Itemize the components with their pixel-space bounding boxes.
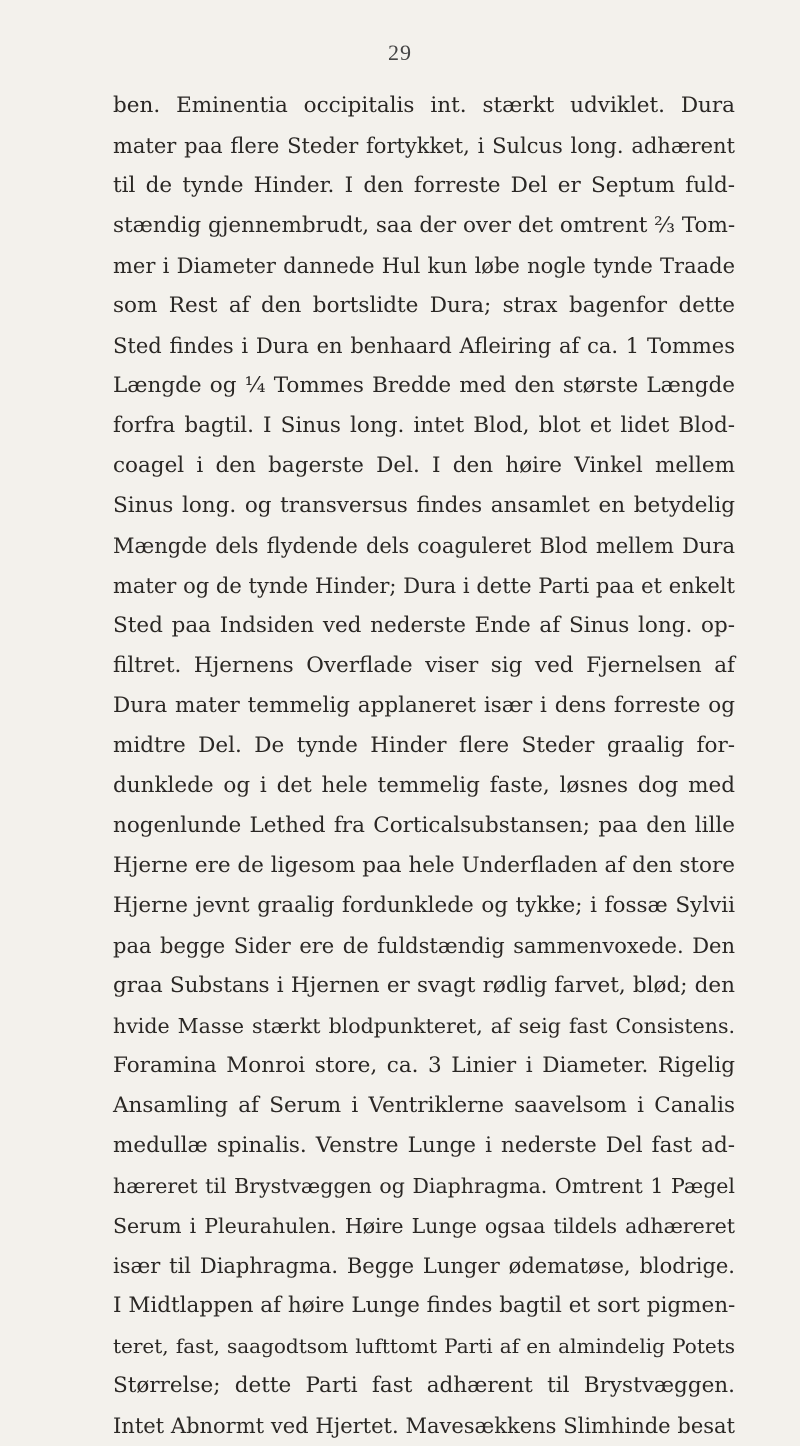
text-line: Hjerne jevnt graalig fordunklede og tykke; i fossæ Sylvii [113,893,735,918]
text-line: Ansamling af Serum i Ventriklerne saavelsom i Canalis [113,1093,735,1118]
text-line: medullæ spinalis. Venstre Lunge i nederste Del fast ad- [113,1133,735,1158]
text-line: stændig gjennembrudt, saa der over det omtrent ⅔ Tom- [113,213,736,238]
text-line: Sted findes i Dura en benhaard Afleiring af ca. 1 Tommes [113,334,735,358]
body-text [113,86,735,1446]
text-line: graa Substans i Hjernen er svagt rødlig farvet, blød; den [113,973,735,998]
text-line: teret, fast, saagodtsom lufttomt Parti af en almindelig Potets [113,1334,735,1358]
text-line: paa begge Sider ere de fuldstændig sammenvoxede. Den [113,934,735,958]
text-line: som Rest af den bortslidte Dura; strax bagenfor dette [113,293,735,318]
text-line: filtret. Hjernens Overflade viser sig ved Fjernelsen af [113,653,735,678]
text-line: Sted paa Indsiden ved nederste Ende af Sinus long. op- [113,613,735,638]
text-line: ben. Eminentia occipitalis int. stærkt udviklet. Dura [113,93,735,118]
text-line: Intet Abnormt ved Hjertet. Mavesækkens Slimhinde besat [113,1414,735,1438]
text-line: Sinus long. og transversus findes ansamlet en betydelig [113,493,735,518]
text-line: hæreret til Brystvæggen og Diaphragma. Omtrent 1 Pægel [113,1174,735,1198]
text-line: dunklede og i det hele temmelig faste, løsnes dog med [113,773,735,798]
text-line: Hjerne ere de ligesom paa hele Underfladen af den store [113,853,735,878]
text-line: Serum i Pleurahulen. Høire Lunge ogsaa tildels adhæreret [113,1214,735,1238]
text-line: til de tynde Hinder. I den forreste Del er Septum fuld- [113,173,735,198]
text-line: Foramina Monroi store, ca. 3 Linier i Diameter. Rigelig [113,1053,735,1078]
text-line: mater og de tynde Hinder; Dura i dette Parti paa et enkelt [113,574,735,598]
text-line: især til Diaphragma. Begge Lunger ødematøse, blodrige. [113,1254,735,1278]
text-line: coagel i den bagerste Del. I den høire Vinkel mellem [113,453,735,478]
text-line: Dura mater temmelig applaneret især i dens forreste og [113,693,735,718]
text-line: nogenlunde Lethed fra Corticalsubstansen; paa den lille [113,813,735,838]
text-line: mater paa flere Steder fortykket, i Sulcus long. adhærent [113,134,735,158]
text-line: mer i Diameter dannede Hul kun løbe nogle tynde Traade [113,254,735,278]
text-line: midtre Del. De tynde Hinder flere Steder graalig for- [113,733,735,758]
text-line: I Midtlappen af høire Lunge findes bagtil et sort pigmen- [113,1293,736,1318]
text-line: Mængde dels flydende dels coaguleret Blod mellem Dura [113,534,735,558]
text-line: forfra bagtil. I Sinus long. intet Blod, blot et lidet Blod- [113,413,735,438]
text-line: Længde og ¼ Tommes Bredde med den største Længde [113,373,735,398]
page-number: 29 [388,40,412,65]
text-line: Størrelse; dette Parti fast adhærent til Brystvæggen. [113,1373,735,1398]
text-line: hvide Masse stærkt blodpunkteret, af seig fast Consistens. [113,1014,735,1038]
